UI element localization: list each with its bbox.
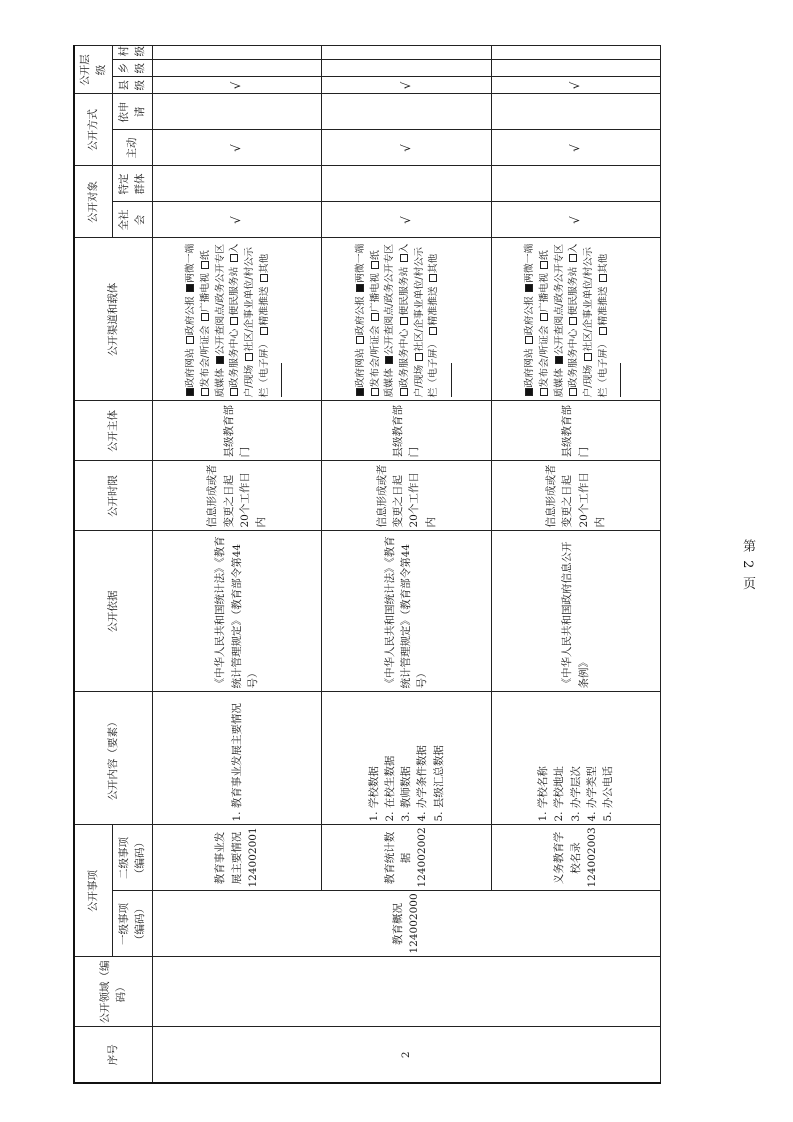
unchecked-box-icon [260, 274, 268, 282]
basis-cell: 《中华人民共和国政府信息公开条例》 [491, 531, 661, 692]
channel-option-label: 广播电视 [369, 273, 381, 313]
unchecked-box-icon [400, 389, 408, 397]
unchecked-box-icon [429, 274, 437, 282]
header-object-specific: 特定群体 [112, 166, 152, 202]
channel-option-label: 社区/企事业单位/村公示栏（电子屏） [413, 247, 440, 398]
object-specific-cell [322, 166, 491, 202]
channel-option-label: 纸质媒体 [200, 250, 226, 398]
header-method-apply: 依申请 [112, 94, 152, 130]
channel-option-label: 公开查阅点/政务公开专区 [553, 243, 565, 355]
header-channel: 公开渠道和载体 [74, 238, 152, 401]
channel-option-label: 其他 [597, 253, 609, 274]
checked-box-icon [525, 284, 533, 292]
method-active-cell: √ [152, 130, 321, 166]
subject-cell: 县级教育部门 [491, 401, 661, 461]
subject-cell: 县级教育部门 [152, 401, 321, 461]
method-apply-cell [322, 94, 491, 130]
unchecked-box-icon [400, 254, 408, 262]
subject-cell: 县级教育部门 [322, 401, 491, 461]
channel-option-label: 政务服务中心 [398, 328, 410, 388]
content-line: 3. 教师数据 [400, 766, 413, 822]
unchecked-box-icon [201, 313, 209, 321]
channel-option-label: 政府公报 [524, 296, 536, 336]
time-limit-cell: 信息形成或者变更之日起20个工作日内 [322, 461, 491, 531]
channel-option-label: 政府公报 [354, 296, 366, 336]
header-basis: 公开依据 [74, 531, 152, 692]
header-level-town: 乡级 [112, 60, 152, 77]
channel-option-label: 纸质媒体 [539, 250, 565, 398]
disclosure-table [73, 45, 661, 1084]
header-time-limit: 公开时限 [74, 461, 152, 531]
unchecked-box-icon [540, 313, 548, 321]
unchecked-box-icon [371, 313, 379, 321]
channel-option-label: 精准推送 [428, 286, 440, 326]
unchecked-box-icon [540, 389, 548, 397]
checked-box-icon [186, 389, 194, 397]
level1-cell: 教育概况 124002000 [152, 891, 660, 957]
header-level-village: 村级 [112, 46, 152, 60]
channel-option-label: 其他 [428, 253, 440, 274]
basis-cell: 《中华人民共和国统计法》《教育统计管理规定》（教育部令第44号） [322, 531, 491, 692]
level-town-cell [322, 60, 491, 77]
method-apply-cell [491, 94, 661, 130]
content-line: 1. 学校名称 [537, 766, 550, 822]
object-all-cell: √ [322, 202, 491, 238]
content-line: 2. 学校地址 [553, 766, 566, 822]
seq-cell: 2 [152, 1027, 660, 1083]
channel-option-label: 两微一端 [524, 243, 536, 283]
channel-option-label: 公开查阅点/政务公开专区 [384, 243, 396, 355]
checked-box-icon [555, 356, 563, 364]
unchecked-box-icon [569, 389, 577, 397]
method-active-cell: √ [322, 130, 491, 166]
channel-option-label: 广播电视 [200, 273, 212, 313]
unchecked-box-icon [569, 317, 577, 325]
other-blank-line [442, 364, 452, 398]
channel-option-label: 两微一端 [354, 243, 366, 283]
channel-option-label: 入户/现场 [568, 243, 595, 398]
channel-option-label: 便民服务站 [398, 266, 410, 316]
unchecked-box-icon [201, 261, 209, 269]
channel-option-label: 政府公报 [185, 296, 197, 336]
unchecked-box-icon [201, 389, 209, 397]
field-cell [152, 957, 660, 1027]
content-line: 5. 县级汇总数据 [432, 745, 445, 822]
channel-cell [491, 238, 661, 401]
level-county-cell: √ [491, 77, 661, 94]
header-seq: 序号 [74, 1027, 152, 1083]
table-row [152, 46, 321, 1083]
channel-option-label: 精准推送 [258, 286, 270, 326]
method-apply-cell [152, 94, 321, 130]
other-blank-line [611, 364, 621, 398]
checked-box-icon [356, 389, 364, 397]
other-blank-line [272, 364, 282, 398]
channel-option-label: 发布会/听证会 [200, 325, 212, 388]
rotated-table-container [73, 47, 661, 1084]
unchecked-box-icon [429, 327, 437, 335]
channel-option-label: 政务服务中心 [568, 328, 580, 388]
header-subject: 公开主体 [74, 401, 152, 461]
level-village-cell [152, 46, 321, 60]
unchecked-box-icon [569, 254, 577, 262]
level-county-cell: √ [152, 77, 321, 94]
unchecked-box-icon [230, 389, 238, 397]
channel-option-label: 广播电视 [539, 273, 551, 313]
content-line: 5. 办公电话 [602, 766, 615, 822]
time-limit-cell: 信息形成或者变更之日起20个工作日内 [152, 461, 321, 531]
checked-box-icon [216, 356, 224, 364]
object-all-cell: √ [491, 202, 661, 238]
channel-option-label: 政府网站 [524, 348, 536, 388]
object-specific-cell [152, 166, 321, 202]
page-number: 第 2 页 [740, 538, 755, 592]
unchecked-box-icon [186, 336, 194, 344]
channel-option-label: 公开查阅点/政务公开专区 [214, 243, 226, 355]
time-limit-cell: 信息形成或者变更之日起20个工作日内 [491, 461, 661, 531]
channel-option-label: 社区/企事业单位/村公示栏（电子屏） [583, 247, 609, 398]
channel-option-label: 便民服务站 [229, 266, 241, 316]
checked-box-icon [186, 284, 194, 292]
content-line: 4. 办学类型 [585, 766, 598, 822]
checked-box-icon [356, 284, 364, 292]
channel-option-label: 纸质媒体 [369, 250, 396, 398]
header-object: 公开对象 [74, 166, 112, 238]
level2-cell: 教育统计数据 124002002 [322, 825, 491, 891]
level-town-cell [491, 60, 661, 77]
level2-cell: 教育事业发展主要情况 124002001 [152, 825, 321, 891]
content-line: 3. 办学层次 [569, 766, 582, 822]
unchecked-box-icon [540, 261, 548, 269]
header-method-active: 主动 [112, 130, 152, 166]
channel-option-label: 政府网站 [354, 348, 366, 388]
channel-option-label: 其他 [258, 253, 270, 274]
unchecked-box-icon [356, 336, 364, 344]
object-all-cell: √ [152, 202, 321, 238]
content-cell [491, 692, 661, 825]
unchecked-box-icon [415, 353, 423, 361]
unchecked-box-icon [371, 261, 379, 269]
channel-option-label: 政务服务中心 [229, 328, 241, 388]
method-active-cell: √ [491, 130, 661, 166]
unchecked-box-icon [400, 317, 408, 325]
header-level1: 一级事项（编码） [112, 891, 152, 957]
channel-cell [152, 238, 321, 401]
header-content: 公开内容（要素） [74, 692, 152, 825]
level-village-cell [322, 46, 491, 60]
header-method: 公开方式 [74, 94, 112, 166]
channel-option-label: 发布会/听证会 [539, 325, 551, 388]
content-line: 4. 办学条件数据 [416, 745, 429, 822]
unchecked-box-icon [599, 327, 607, 335]
content-line: 2. 在校生数据 [383, 755, 396, 822]
object-specific-cell [491, 166, 661, 202]
level-town-cell [152, 60, 321, 77]
channel-option-label: 社区/企事业单位/村公示栏（电子屏） [244, 247, 270, 398]
header-matter: 公开事项 [74, 825, 112, 957]
channel-cell [322, 238, 491, 401]
channel-option-label: 发布会/听证会 [369, 325, 381, 388]
unchecked-box-icon [525, 336, 533, 344]
level2-cell: 义务教育学校名录 124002003 [491, 825, 661, 891]
unchecked-box-icon [245, 353, 253, 361]
level-county-cell: √ [322, 77, 491, 94]
unchecked-box-icon [599, 274, 607, 282]
header-field: 公开领域（编码） [74, 957, 152, 1027]
unchecked-box-icon [230, 254, 238, 262]
header-level: 公开层级 [74, 46, 112, 94]
content-cell [322, 692, 491, 825]
checked-box-icon [385, 356, 393, 364]
content-line: 1. 教育事业发展主要情况 [230, 703, 243, 822]
unchecked-box-icon [371, 389, 379, 397]
header-object-all: 全社会 [112, 202, 152, 238]
unchecked-box-icon [230, 317, 238, 325]
unchecked-box-icon [260, 327, 268, 335]
channel-option-label: 入户/现场 [229, 243, 256, 398]
basis-cell: 《中华人民共和国统计法》《教育统计管理规定》（教育部令第44号） [152, 531, 321, 692]
unchecked-box-icon [584, 353, 592, 361]
level-village-cell [491, 46, 661, 60]
header-level-county: 县级 [112, 77, 152, 94]
content-line: 1. 学校数据 [367, 766, 380, 822]
channel-option-label: 入户/现场 [398, 243, 425, 398]
checked-box-icon [525, 389, 533, 397]
channel-option-label: 便民服务站 [568, 266, 580, 316]
channel-option-label: 两微一端 [185, 243, 197, 283]
content-cell [152, 692, 321, 825]
header-level2: 二级事项（编码） [112, 825, 152, 891]
channel-option-label: 精准推送 [597, 286, 609, 326]
channel-option-label: 政府网站 [185, 348, 197, 388]
